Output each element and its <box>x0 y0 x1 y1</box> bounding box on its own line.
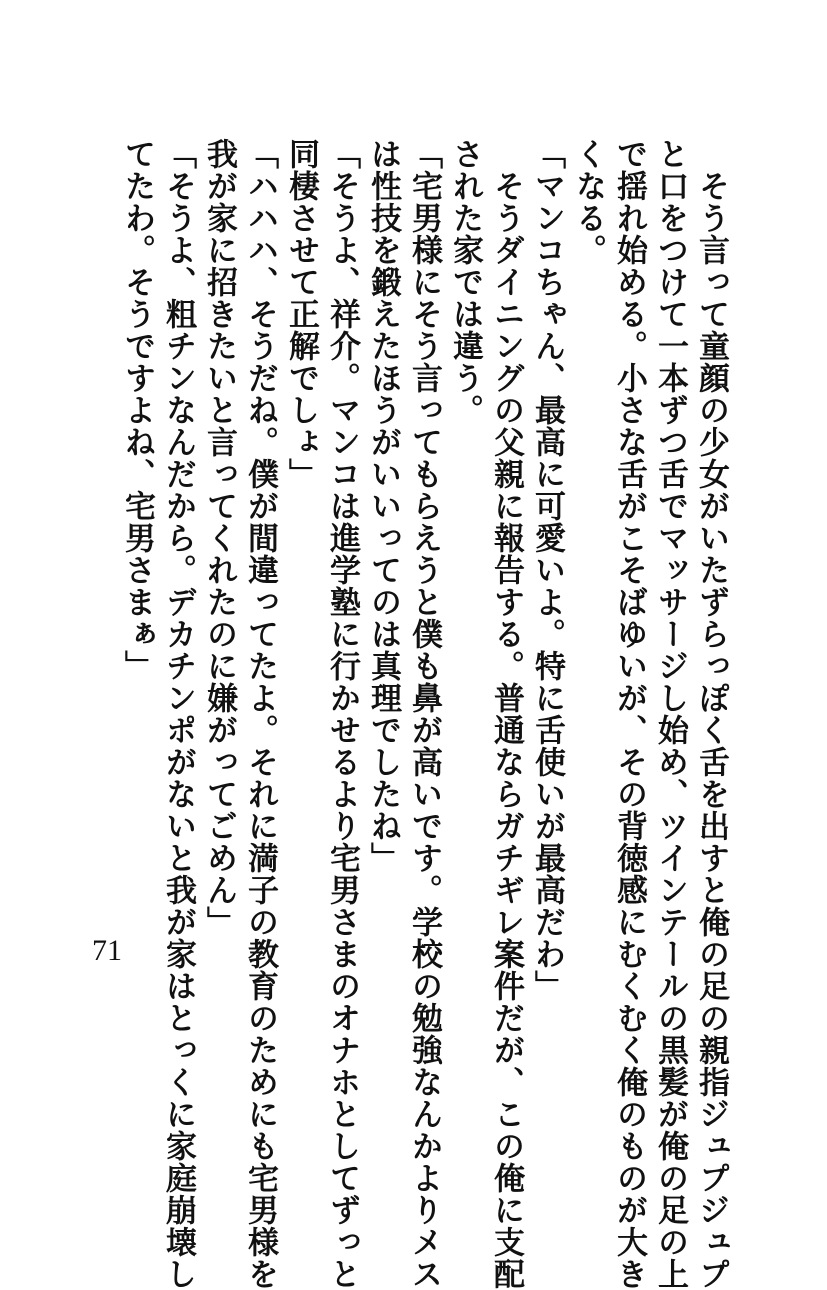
text-column: 「そうよ、粗チンなんだから。デカチンポがないと我が家はとっくに家庭崩壊し <box>160 138 196 1290</box>
text-column: そうダイニングの父親に報告する。普通ならガチギレ案件だが、この俺に支配 <box>488 138 524 1290</box>
text-column: 「宅男様にそう言ってもらえうと僕も鼻が高いです。学校の勉強なんかよりメス <box>406 138 442 1290</box>
text-column: は性技を鍛えたほうがいいってのは真理でしたね」 <box>365 138 401 874</box>
text-column: てたわ。そうですよね、宅男さまぁ」 <box>119 138 155 682</box>
text-column: 同棲させて正解でしょ」 <box>283 138 319 490</box>
text-column: 「マンコちゃん、最高に可愛いよ。特に舌使いが最高だわ」 <box>529 138 565 1002</box>
text-column: された家では違う。 <box>447 138 483 426</box>
vertical-text-body <box>116 138 731 1290</box>
text-column: で揺れ始める。小さな舌がこそばゆいが、その背徳感にむくむく俺のものが大き <box>611 138 647 1290</box>
text-column: 「ハハハ、そうだね。僕が間違ってたよ。それに満子の教育のためにも宅男様を <box>242 138 278 1290</box>
text-column: 我が家に招きたいと言ってくれたのに嫌がってごめん」 <box>201 138 237 938</box>
text-column: くなる。 <box>570 138 606 266</box>
text-column: そう言って童顔の少女がいたずらっぽく舌を出すと俺の足の親指ジュプジュプ <box>693 138 729 1290</box>
text-column: 「そうよ、祥介。マンコは進学塾に行かせるより宅男さまのオナホとしてずっと <box>324 138 360 1290</box>
text-column: と口をつけて一本ずつ舌でマッサージし始め、ツインテールの黒髪が俺の足の上 <box>652 138 688 1290</box>
page-number: 71 <box>92 934 122 967</box>
